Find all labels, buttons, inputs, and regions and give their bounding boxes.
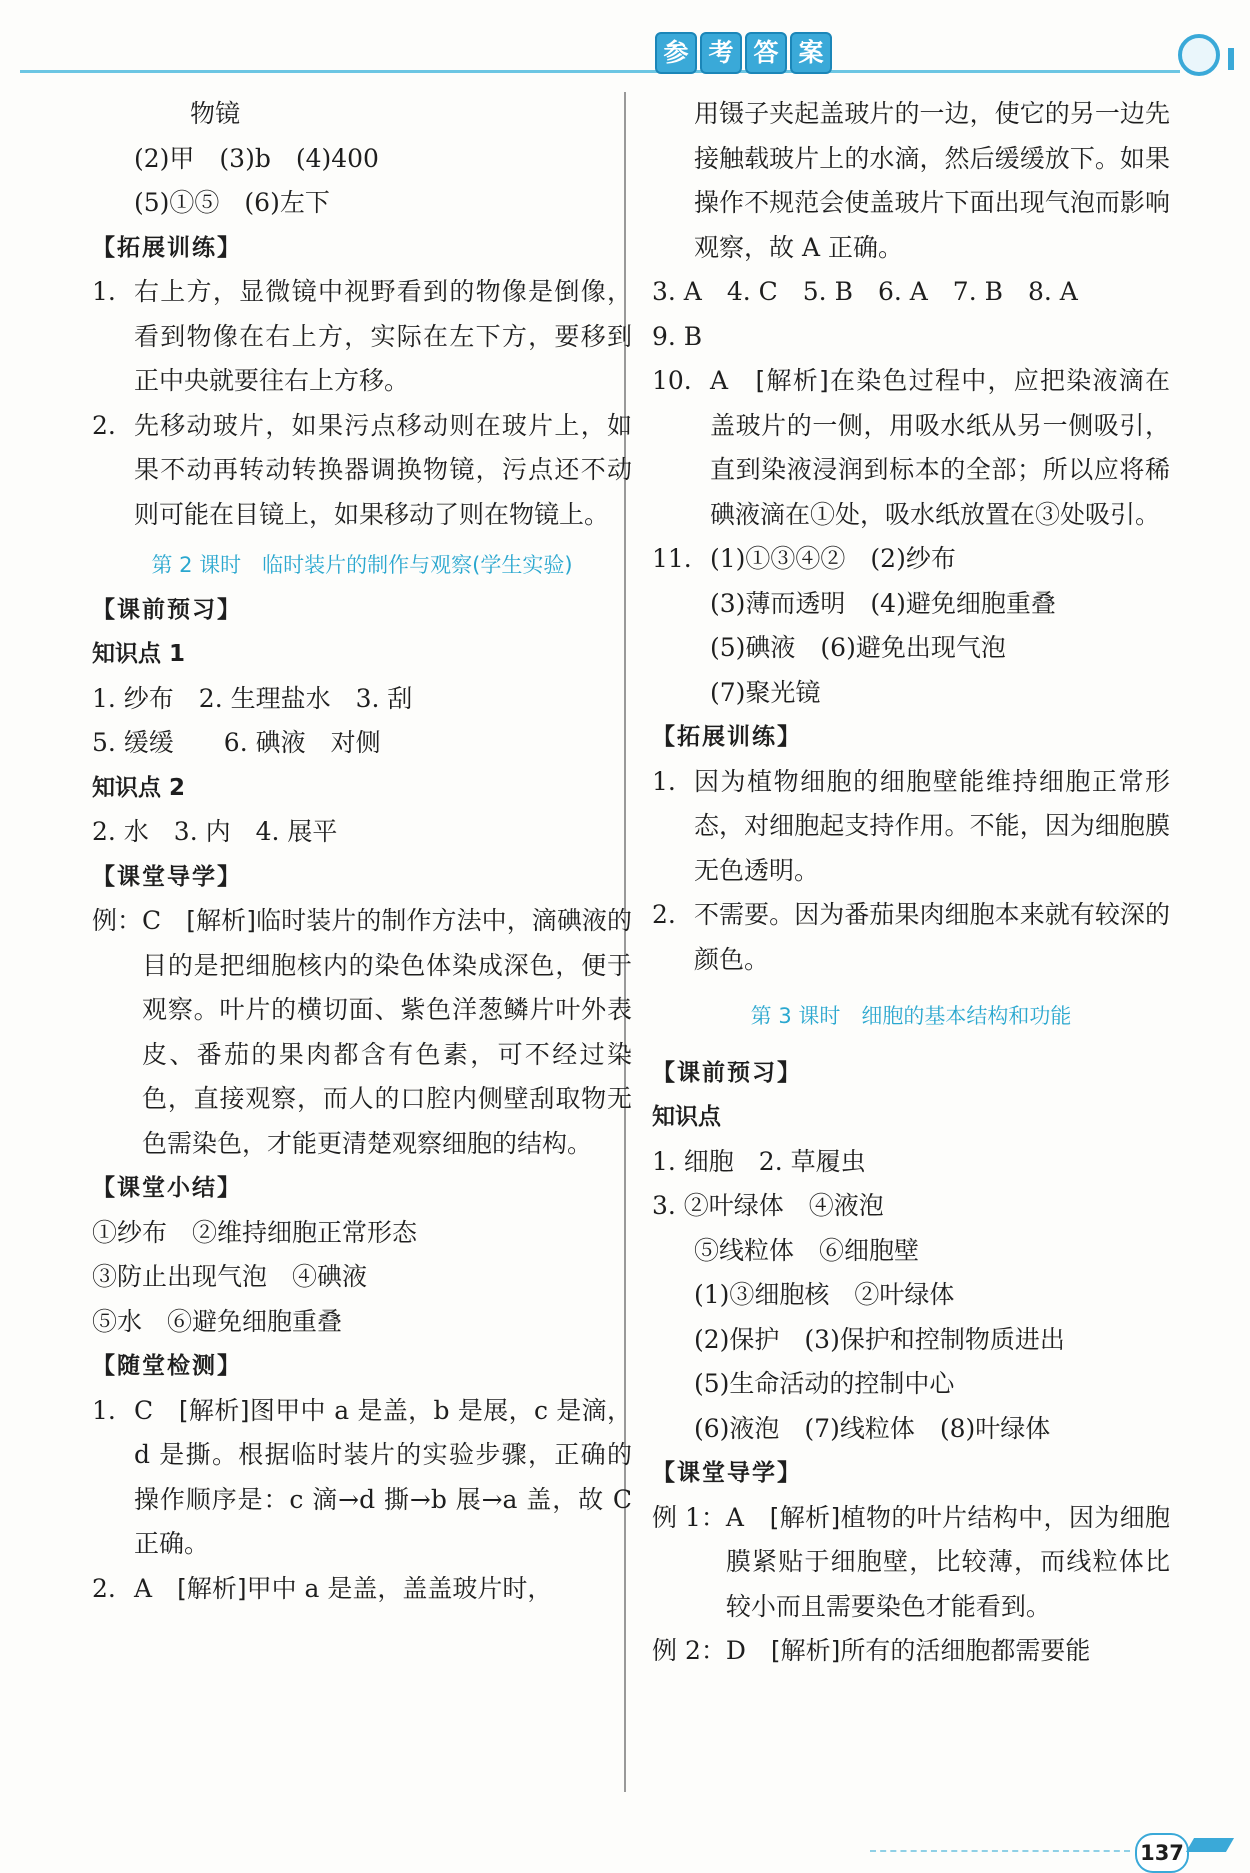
analysis-label: [解析] bbox=[770, 1636, 841, 1665]
header-circle-icon bbox=[1178, 34, 1220, 76]
analysis-label: [解析] bbox=[755, 366, 829, 395]
answer-line: ⑤水 ⑥避免细胞重叠 bbox=[92, 1306, 343, 1336]
left-column bbox=[92, 92, 632, 1611]
answer-line: 1. 纱布 2. 生理盐水 3. 刮 bbox=[92, 683, 413, 713]
example-item bbox=[92, 899, 632, 1166]
answer-choice: C bbox=[134, 1395, 179, 1425]
section-title-guide: 【课堂导学】 bbox=[652, 1460, 802, 1486]
item-text: (1)①③④② (2)纱布 bbox=[710, 544, 956, 573]
item-text: 临时装片的制作方法中，滴碘液的目的是把细胞核内的染色体染成深色，便于观察。叶片的横切面、紫色洋葱鳞片叶外表皮、番茄的果肉都含有色素，可不经过染色，直接观察，而人的口腔内侧壁刮取物无色需染色，才能更清楚观察细胞的结构。 bbox=[142, 906, 632, 1158]
section-title-extension: 【拓展训练】 bbox=[652, 724, 802, 750]
lesson-heading: 第 2 课时 临时装片的制作与观察(学生实验) bbox=[151, 553, 573, 577]
answer-item bbox=[652, 893, 1170, 982]
answer-line: (5)①⑤ (6)左下 bbox=[134, 188, 330, 217]
footer-arrow-icon bbox=[1186, 1838, 1234, 1852]
answer-line: (5)生命活动的控制中心 bbox=[694, 1369, 955, 1398]
item-text: 用镊子夹起盖玻片的一边，使它的另一边先接触载玻片上的水滴，然后缓缓放下。如果操作不规范会使盖玻片下面出现气泡而影响观察，故 A 正确。 bbox=[694, 99, 1170, 262]
item-text: 所有的活细胞都需要能 bbox=[840, 1636, 1091, 1665]
answer-line: 物镜 bbox=[190, 99, 241, 128]
answer-line: (1)③细胞核 ②叶绿体 bbox=[694, 1280, 955, 1309]
knowledge-point-heading: 知识点 2 bbox=[92, 774, 186, 801]
answer-line: ③防止出现气泡 ④碘液 bbox=[92, 1262, 368, 1291]
item-number: 2. bbox=[652, 900, 676, 929]
item-number: 11. bbox=[652, 544, 692, 573]
item-number: 例 2： bbox=[652, 1636, 726, 1665]
answer-line: 5. 缓缓 6. 碘液 对侧 bbox=[92, 728, 381, 757]
item-number: 2. bbox=[92, 410, 116, 440]
lesson-heading: 第 3 课时 细胞的基本结构和功能 bbox=[750, 1004, 1072, 1028]
item-number: 1. bbox=[92, 1395, 116, 1425]
item-text: 植物的叶片结构中，因为细胞膜紧贴于细胞壁，比较薄，而线粒体比较小而且需要染色才能看到。 bbox=[725, 1502, 1170, 1621]
answer-line: ①纱布 ②维持细胞正常形态 bbox=[92, 1217, 418, 1247]
item-number: 1. bbox=[92, 277, 116, 306]
answer-item-continued bbox=[652, 92, 1170, 270]
item-number: 10. bbox=[652, 366, 692, 395]
header-tag-char: 考 bbox=[700, 32, 742, 74]
right-column bbox=[652, 92, 1170, 1674]
answer-choice: A bbox=[725, 1502, 770, 1532]
item-text: 不需要。因为番茄果肉细胞本来就有较深的颜色。 bbox=[694, 900, 1170, 974]
answer-line: (6)液泡 (7)线粒体 (8)叶绿体 bbox=[694, 1413, 1051, 1443]
analysis-label: [解析] bbox=[178, 1395, 250, 1425]
section-title-preview: 【课前预习】 bbox=[92, 596, 242, 623]
answer-item bbox=[652, 760, 1170, 894]
header-answer-tag bbox=[655, 32, 832, 72]
analysis-label: [解析] bbox=[186, 906, 256, 935]
item-text: 图甲中 a 是盖，b 是展，c 是滴，d 是撕。根据临时装片的实验步骤，正确的操作顺序是：c 滴→d 撕→b 展→a 盖，故 C 正确。 bbox=[134, 1395, 632, 1558]
item-number: 例 1： bbox=[652, 1502, 726, 1532]
item-text: 甲中 a 是盖，盖盖玻片时， bbox=[246, 1573, 553, 1603]
answer-choice: A bbox=[134, 1573, 178, 1603]
footer-dashed-rule bbox=[870, 1850, 1130, 1852]
item-text: 先移动玻片，如果污点移动则在玻片上，如果不动再转动转换器调换物镜，污点还不动则可能在目镜上，如果移动了则在物镜上。 bbox=[134, 410, 632, 529]
answer-item bbox=[92, 270, 632, 404]
header-tag-char: 答 bbox=[745, 32, 787, 74]
answer-choice: A bbox=[710, 366, 756, 395]
answer-line: 2. 水 3. 内 4. 展平 bbox=[92, 817, 338, 846]
analysis-label: [解析] bbox=[177, 1573, 247, 1603]
answer-line: (2)保护 (3)保护和控制物质进出 bbox=[694, 1324, 1065, 1354]
section-title-summary: 【课堂小结】 bbox=[92, 1175, 242, 1201]
answer-item bbox=[652, 359, 1170, 537]
answer-line: 3. A 4. C 5. B 6. A 7. B 8. A bbox=[652, 277, 1078, 306]
item-number: 例： bbox=[92, 906, 143, 935]
answer-item bbox=[652, 537, 1170, 582]
answer-item bbox=[92, 1389, 632, 1567]
answer-item bbox=[92, 404, 632, 538]
example-item bbox=[652, 1496, 1170, 1630]
answer-line: (3)薄而透明 (4)避免细胞重叠 bbox=[710, 588, 1056, 618]
section-title-extension: 【拓展训练】 bbox=[92, 234, 242, 261]
answer-item bbox=[92, 1567, 632, 1612]
section-title-guide: 【课堂导学】 bbox=[92, 863, 242, 890]
answer-line: (7)聚光镜 bbox=[710, 677, 821, 707]
example-item bbox=[652, 1629, 1170, 1674]
answer-choice: C bbox=[142, 906, 187, 935]
item-number: 2. bbox=[92, 1573, 116, 1603]
item-text: 在染色过程中，应把染液滴在盖玻片的一侧，用吸水纸从另一侧吸引，直到染液浸润到标本的全部；所以应将稀碘液滴在①处，吸水纸放置在③处吸引。 bbox=[710, 366, 1170, 529]
header-tag-char: 参 bbox=[655, 32, 697, 74]
page-number: 137 bbox=[1135, 1833, 1189, 1873]
knowledge-point-heading: 知识点 1 bbox=[92, 641, 186, 667]
answer-line: 9. B bbox=[652, 321, 703, 351]
answer-line: (5)碘液 (6)避免出现气泡 bbox=[710, 633, 1006, 662]
knowledge-point-heading: 知识点 bbox=[652, 1104, 721, 1130]
section-title-preview: 【课前预习】 bbox=[652, 1059, 802, 1086]
item-number: 1. bbox=[652, 766, 676, 796]
answer-choice: D bbox=[725, 1636, 771, 1665]
answer-line: ⑤线粒体 ⑥细胞壁 bbox=[694, 1235, 920, 1265]
answer-line: 1. 细胞 2. 草履虫 bbox=[652, 1146, 866, 1176]
answer-line: (2)甲 (3)b (4)400 bbox=[134, 143, 379, 173]
item-text: 右上方，显微镜中视野看到的物像是倒像，看到物像在右上方，实际在左下方，要移到正中央就要往右上方移。 bbox=[134, 277, 632, 395]
answer-line: 3. ②叶绿体 ④液泡 bbox=[652, 1191, 884, 1220]
item-text: 因为植物细胞的细胞壁能维持细胞正常形态，对细胞起支持作用。不能，因为细胞膜无色透明。 bbox=[694, 766, 1170, 885]
header-rule bbox=[20, 70, 1180, 73]
header-bar-icon bbox=[1228, 48, 1234, 70]
section-title-quiz: 【随堂检测】 bbox=[92, 1353, 242, 1379]
analysis-label: [解析] bbox=[769, 1502, 841, 1532]
header-tag-char: 案 bbox=[790, 32, 832, 74]
